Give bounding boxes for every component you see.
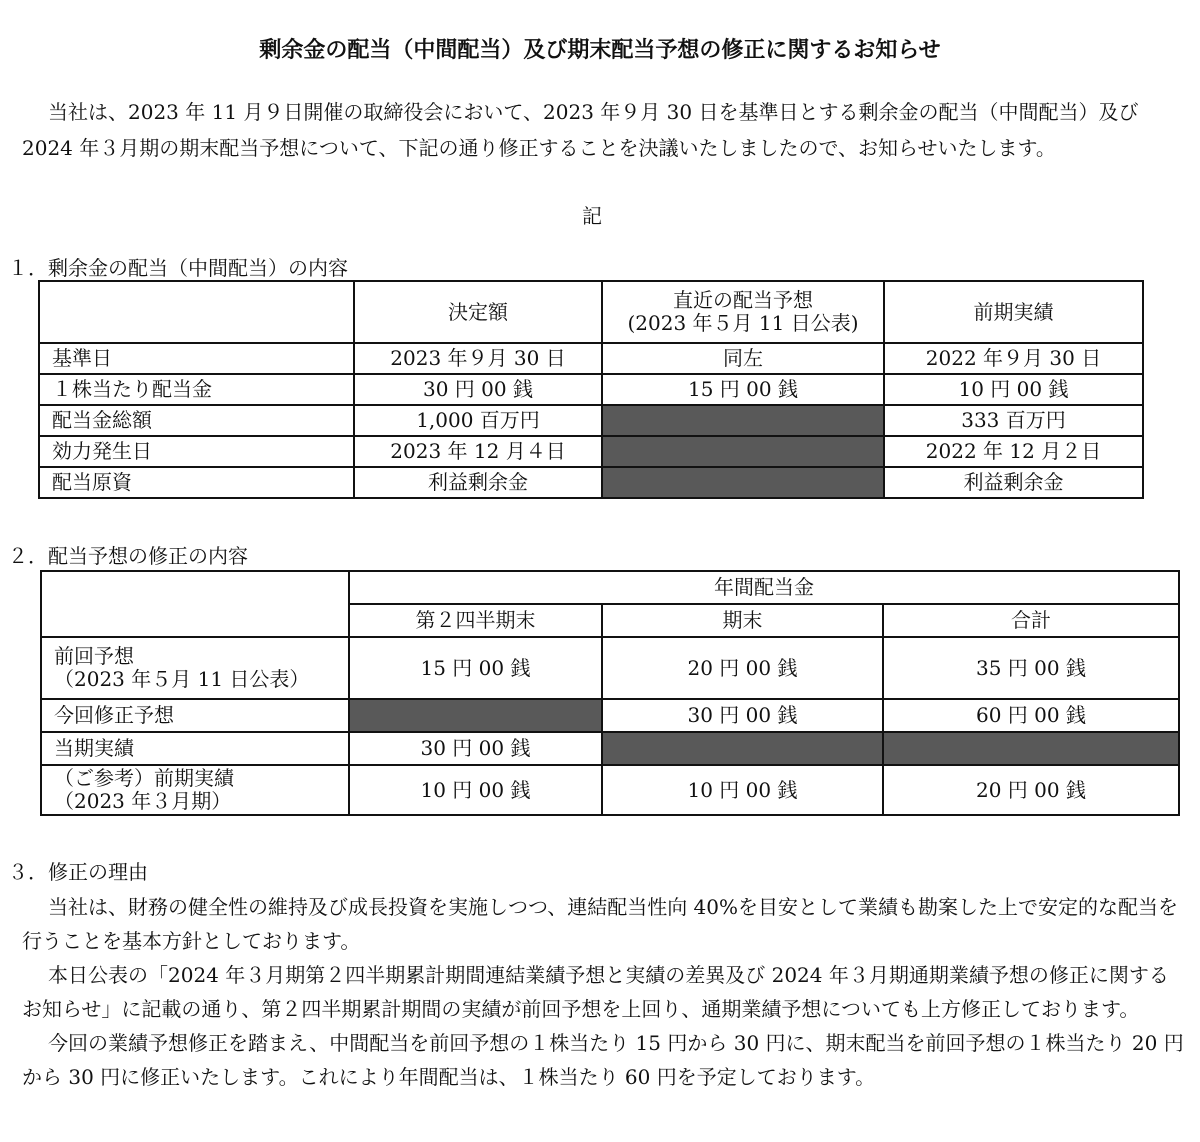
table-row xyxy=(39,436,1143,467)
table-row xyxy=(41,765,1179,815)
document-title: 剰余金の配当（中間配当）及び期末配当予想の修正に関するお知らせ xyxy=(259,38,941,63)
row-label: 配当原資 xyxy=(39,467,354,498)
cell-year-end: 30 円 00 銭 xyxy=(602,699,883,732)
header-recent-forecast-line2: (2023 年５月 11 日公表) xyxy=(627,311,859,335)
section2-heading: ２．配当予想の修正の内容 xyxy=(8,544,248,568)
section1-heading: １．剰余金の配当（中間配当）の内容 xyxy=(8,256,348,280)
header-decided: 決定額 xyxy=(354,281,602,343)
cell-q2: 30 円 00 銭 xyxy=(349,732,602,765)
cell-decided: 30 円 00 銭 xyxy=(354,374,602,405)
shaded-cell xyxy=(349,699,602,732)
header-annual-dividend: 年間配当金 xyxy=(349,571,1179,604)
cell-forecast: 15 円 00 銭 xyxy=(602,374,884,405)
cell-year-end: 20 円 00 銭 xyxy=(602,637,883,699)
cell-q2: 15 円 00 銭 xyxy=(349,637,602,699)
cell-prior: 333 百万円 xyxy=(884,405,1143,436)
table-row xyxy=(39,405,1143,436)
dividend-table xyxy=(38,280,1144,499)
header-q2-end: 第２四半期末 xyxy=(349,604,602,637)
table-row xyxy=(41,699,1179,732)
forecast-table-header-group xyxy=(41,571,1179,604)
reason-paragraph-2: 本日公表の「2024 年３月期第２四半期累計期間連結業績予想と実績の差異及び 2024 年３月期通期業績予想の修正に関するお知らせ」に記載の通り、第２四半期累計期間の実績が前回予想を上回り、通期業績予想についても上方修正しております。 xyxy=(22,963,1169,1021)
cell-forecast: 同左 xyxy=(602,343,884,374)
forecast-table xyxy=(40,570,1180,816)
cell-prior: 10 円 00 銭 xyxy=(884,374,1143,405)
reason-paragraph-1: 当社は、財務の健全性の維持及び成長投資を実施しつつ、連結配当性向 40%を目安として業績も勘案した上で安定的な配当を行うことを基本方針としております。 xyxy=(22,895,1179,953)
header-empty xyxy=(39,281,354,343)
table-row xyxy=(41,637,1179,699)
cell-total: 20 円 00 銭 xyxy=(883,765,1179,815)
cell-decided: 利益剰余金 xyxy=(354,467,602,498)
shaded-cell xyxy=(602,436,884,467)
table-row xyxy=(41,732,1179,765)
intro-text: 当社は、2023 年 11 月９日開催の取締役会において、2023 年９月 30 日を基準日とする剰余金の配当（中間配当）及び 2024 年３月期の期末配当予想について、下記の通り修正することを決議いたしましたので、お知らせいたします。 xyxy=(22,100,1139,160)
reason-paragraph-3: 今回の業績予想修正を踏まえ、中間配当を前回予想の１株当たり 15 円から 30 円に、期末配当を前回予想の１株当たり 20 円から 30 円に修正いたします。これにより年間配当は、１株当たり 60 円を予定しております。 xyxy=(22,1031,1184,1089)
shaded-cell xyxy=(883,732,1179,765)
ki-label: 記 xyxy=(582,204,602,228)
shaded-cell xyxy=(602,467,884,498)
row-label-line1: （ご参考）前期実績 xyxy=(54,766,234,790)
row-label: 当期実績 xyxy=(41,732,349,765)
section3-heading: ３．修正の理由 xyxy=(8,860,148,884)
table-row xyxy=(39,374,1143,405)
table-row xyxy=(39,343,1143,374)
header-total: 合計 xyxy=(883,604,1179,637)
row-label-line2: （2023 年３月期） xyxy=(54,789,232,813)
section3-body xyxy=(22,890,1184,1094)
cell-q2: 10 円 00 銭 xyxy=(349,765,602,815)
cell-total: 60 円 00 銭 xyxy=(883,699,1179,732)
table-row xyxy=(39,467,1143,498)
header-recent-forecast-line1: 直近の配当予想 xyxy=(673,288,813,312)
row-label: 配当金総額 xyxy=(39,405,354,436)
cell-total: 35 円 00 銭 xyxy=(883,637,1179,699)
row-label: 今回修正予想 xyxy=(41,699,349,732)
row-label: 効力発生日 xyxy=(39,436,354,467)
intro-paragraph xyxy=(22,94,1182,166)
row-label-line1: 前回予想 xyxy=(54,644,134,668)
header-empty xyxy=(41,571,349,637)
cell-decided: 1,000 百万円 xyxy=(354,405,602,436)
row-label: 基準日 xyxy=(39,343,354,374)
cell-year-end: 10 円 00 銭 xyxy=(602,765,883,815)
shaded-cell xyxy=(602,732,883,765)
cell-prior: 2022 年 12 月２日 xyxy=(884,436,1143,467)
row-label-line2: （2023 年５月 11 日公表） xyxy=(54,667,310,691)
cell-decided: 2023 年９月 30 日 xyxy=(354,343,602,374)
dividend-table-header xyxy=(39,281,1143,343)
header-prior-actual: 前期実績 xyxy=(884,281,1143,343)
row-label: １株当たり配当金 xyxy=(39,374,354,405)
header-recent-forecast xyxy=(602,281,884,343)
cell-decided: 2023 年 12 月４日 xyxy=(354,436,602,467)
cell-prior: 利益剰余金 xyxy=(884,467,1143,498)
row-label xyxy=(41,637,349,699)
shaded-cell xyxy=(602,405,884,436)
row-label xyxy=(41,765,349,815)
cell-prior: 2022 年９月 30 日 xyxy=(884,343,1143,374)
header-year-end: 期末 xyxy=(602,604,883,637)
